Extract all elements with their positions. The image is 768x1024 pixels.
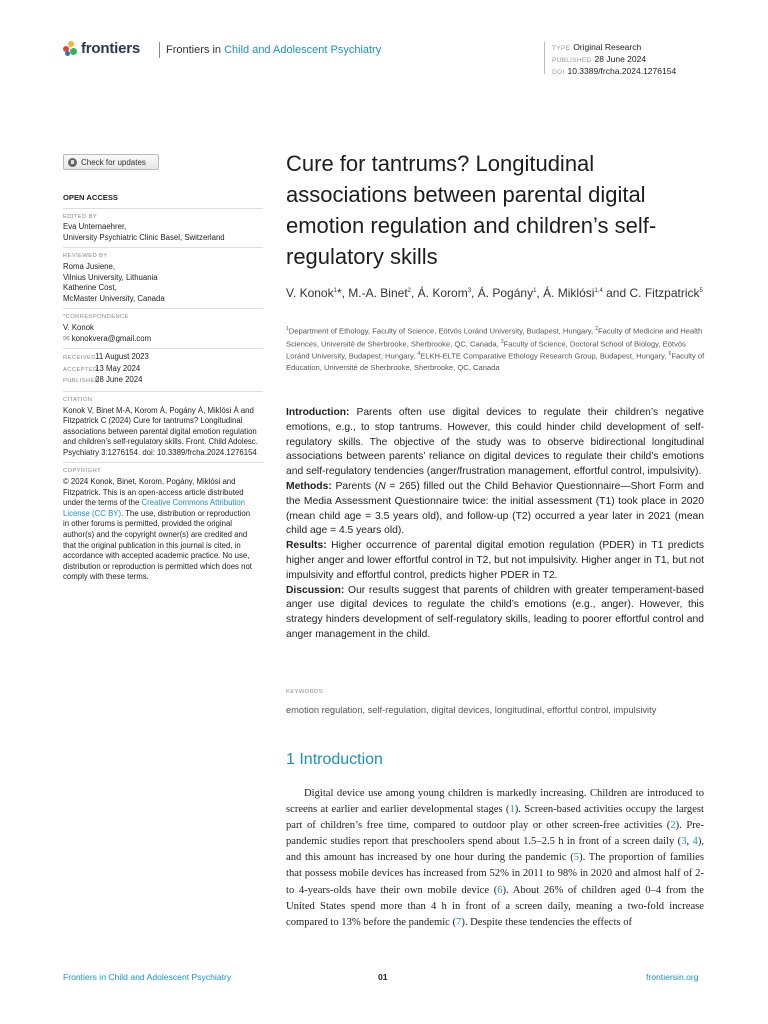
affiliations: $^1$Department of Ethology, Faculty of Science, Eötvös Loránd University, Budapest, Hungary, $^2$Faculty of Medicine and Health Sciences, Université de Sherbrooke, Sherbrooke, QC, Canada, $^3$Faculty of Science, Doctoral School of Biology, Eötvös Loránd University, Budapest, Hungary, $^4$ELKH-ELTE Comparative Ethology Research Group, Budapest, Hungary, $^5$Faculty of Education, Université de Sherbrooke, Sherbrooke, QC, Canada [286, 326, 705, 373]
mail-icon: ✉ [63, 333, 72, 343]
author[interactable]: V. Konok$^1$* [286, 286, 342, 300]
article-type: Original Research [573, 42, 642, 52]
ref-link[interactable]: 1 [509, 804, 515, 816]
section-heading: 1 Introduction [286, 751, 383, 768]
correspondence-email[interactable]: konokvera@gmail.com [71, 333, 152, 343]
keywords-label: KEYWORDS [286, 689, 324, 695]
article-title: Cure for tantrums? Longitudinal associations between parental digital emotion regulation and children’s self-regulatory skills [286, 151, 657, 269]
abstract-results: Results: Higher occurrence of parental digital emotion regulation (PDER) in T1 predicts higher anger and lower effortful control in T2, but not impulsivity. Higher anger in T1, but not impulsivity and effortful control, predicts higher PDER in T2. [286, 540, 704, 581]
author[interactable]: M.-A. Binet$^2$ [348, 286, 411, 300]
header-divider [159, 42, 160, 58]
open-access-label: OPEN ACCESS [63, 193, 118, 202]
received-date: 11 August 2023 [95, 352, 149, 362]
ref-link[interactable]: 5 [573, 852, 580, 864]
footer-site-link[interactable]: frontiersin.org [646, 972, 699, 982]
citation-text: Konok V, Binet M-A, Korom Á, Pogány Á, Miklósi Á and Fitzpatrick C (2024) Cure for tantrums? Longitudinal associations between parental digital emotion regulation and children’s self-regulatory skills. Front. Child Adolesc. Psychiatry 3:1276154. doi: 10.3389/frcha.2024.1276154 [63, 405, 258, 457]
author[interactable]: Á. Miklósi$^{1,4}$ [543, 286, 603, 300]
ref-link[interactable]: 4 [692, 836, 698, 848]
ref-link[interactable]: 7 [456, 916, 462, 928]
sidebar-info: OPEN ACCESS EDITED BY Eva Unternaehrer, University Psychiatric Clinic Basel, Switzerland REVIEWED BY Roma Jusiene, Vilnius University, Lithuania Katherine Cost, McMaster University, Canada *CORRESPONDENCE V. Konok ✉ konokvera@gmail.com RECEIVED 11 August 2023 ACCEPTED 13 May 2024 PUBLISHED 28 June 2024 CITATION Konok V, Binet M-A, Korom Á, Pogány Á, Miklósi Á and Fitzpatrick C (2024) Cure for tantrums? Longitudinal associations between parental digital emotion regulation and children’s self-regulatory skills. Front. Child Adolesc. Psychiatry 3:1276154. doi: 10.3389/frcha.2024.1276154 COPYRIGHT © 2024 Konok, Binet, Korom, Pogány, Miklósi and Fitzpatrick. This is an open-access article distributed under the terms of the Creative Commons Attribution License (CC BY). The use, distribution or reproduction in other forums is permitted, provided the original author(s) and the copyright owner(s) are credited and that the original publication in this journal is cited, in accordance with accepted academic practice. No use, distribution or reproduction is permitted which does not comply with these terms. [63, 193, 263, 583]
update-icon [68, 158, 77, 167]
keywords: emotion regulation, self-regulation, digital devices, longitudinal, effortful control, impulsivity [286, 705, 657, 715]
published-date: 28 June 2024 [594, 54, 647, 64]
abstract-methods: Methods: Parents (N = 265) filled out the Child Behavior Questionnaire—Short Form and the Media Assessment Questionnaire twice: the initial assessment (T1) took place in 2020 (mean child age = 3.5 years old), and follow-up (T2) occurred a year later in 2021 (mean child age = 4.5 years old). [286, 480, 704, 537]
meta-divider [544, 42, 545, 74]
author[interactable]: Á. Korom$^3$ [417, 286, 472, 300]
copyright-text: © 2024 Konok, Binet, Korom, Pogány, Miklósi and Fitzpatrick. This is an open-access article distributed under the terms of the Creative Commons Attribution License (CC BY). The use, distribution or reproduction in other forums is permitted, provided the original author(s) and the copyright owner(s) are credited and that the original publication in this journal is cited, in accordance with accepted academic practice. No use, distribution or reproduction is permitted which does not comply with these terms. [63, 477, 252, 582]
accepted-date: 13 May 2024 [95, 363, 141, 373]
author[interactable]: C. Fitzpatrick$^5$ [629, 286, 703, 300]
ref-link[interactable]: 6 [497, 884, 503, 896]
footer-journal-link[interactable]: Frontiers in Child and Adolescent Psychiatry [63, 972, 232, 982]
frontiers-logo[interactable] [63, 40, 140, 57]
author[interactable]: Á. Pogány$^1$ [477, 286, 537, 300]
article-meta: TYPE Original Research PUBLISHED 28 June 2024 DOI 10.3389/frcha.2024.1276154 [552, 42, 677, 76]
correspondence-name: V. Konok [63, 322, 94, 332]
page-number: 01 [378, 972, 388, 982]
journal-name[interactable]: Frontiers in Child and Adolescent Psychiatry [166, 44, 382, 56]
reviewer-affil: McMaster University, Canada [63, 293, 165, 303]
brand-name: frontiers [81, 40, 141, 57]
ref-link[interactable]: 3 [681, 836, 687, 848]
editor-affil: University Psychiatric Clinic Basel, Switzerland [63, 232, 225, 242]
editor-name: Eva Unternaehrer, [63, 222, 127, 232]
author-list: V. Konok$^1$*, M.-A. Binet$^2$, Á. Korom$^3$, Á. Pogány$^1$, Á. Miklósi$^{1,4}$ and C. Fitzpatrick$^5$ [286, 286, 703, 300]
reviewer-affil: Vilnius University, Lithuania [63, 272, 158, 282]
ref-link[interactable]: 2 [670, 820, 676, 832]
body-text: Digital device use among young children is markedly increasing. Children are introduced to screens at earlier and earlier developmental stages (1). Screen-based activities occupy the largest part of children’s free time, compared to outdoor play or other screen-free activities (2). Pre-pandemic studies report that preschoolers spend about 1.5–2.5 h in front of a screen daily (3, 4), and this amount has increased by one hour during the pandemic (5). The proportion of families that possess mobile devices has increased from 52% in 2011 to 98% in 2020 and almost half of 2- to 4-years-olds have their own mobile device (6). About 26% of children aged 0–4 from the United States spend more than 4 h in front of a screen daily, meaning a two-fold increase compared to 13% before the pandemic (7). Despite these tendencies the effects of [286, 788, 704, 928]
abstract [286, 406, 704, 643]
frontiers-logo-icon [63, 41, 77, 57]
reviewer: Roma Jusiene, [63, 261, 116, 271]
published-date-side: 28 June 2024 [95, 375, 143, 385]
cc-license-link[interactable]: Creative Commons Attribution License (CC BY) [63, 498, 246, 518]
reviewer: Katherine Cost, [63, 283, 117, 293]
abstract-discussion: Discussion: Our results suggest that parents of children with greater temperament-based anger use digital devices to regulate the child’s emotions (e.g., anger). However, this strategy hinders development of self-regulatory skills, leading to poorer effortful control and anger management in the child. [286, 584, 704, 640]
doi[interactable]: 10.3389/frcha.2024.1276154 [567, 66, 677, 76]
abstract-introduction: Introduction: Parents often use digital devices to regulate their children’s negative emotions, e.g., to stop tantrums. However, this could hinder child development of self-regulatory skills. The objective of the study was to observe bidirectional longitudinal associations between parents’ reliance on digital devices to regulate their child’s emotions and self-regulatory tendencies (anger/frustration management, effortful control, impulsivity). [286, 407, 704, 478]
check-for-updates-button[interactable]: Check for updates [63, 154, 159, 170]
